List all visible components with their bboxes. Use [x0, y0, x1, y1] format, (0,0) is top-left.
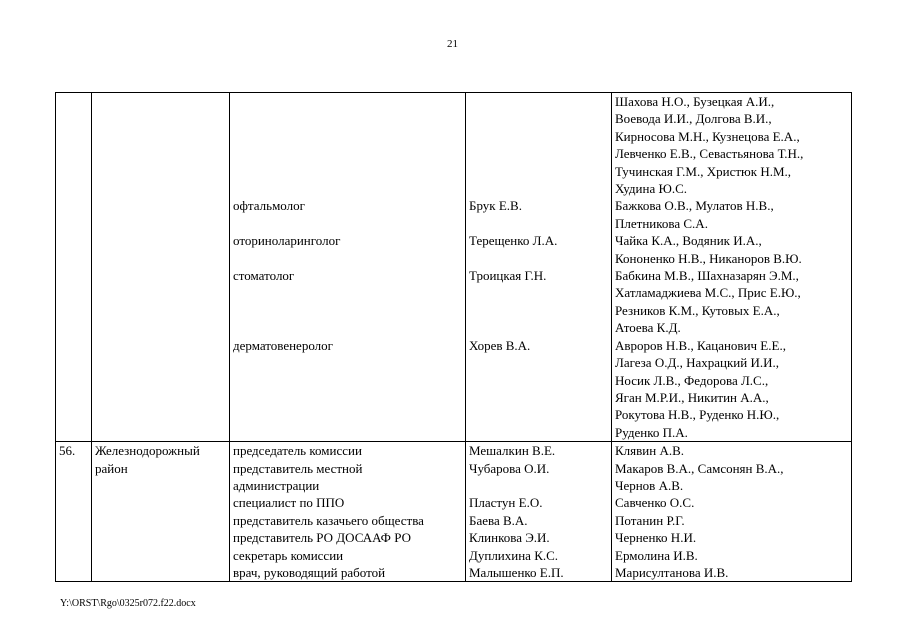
role-text: представитель местной [233, 460, 363, 476]
role-text: представитель РО ДОСААФ РО [233, 530, 411, 546]
members-cell [612, 93, 852, 442]
head-name-text: Терещенко Л.А. [469, 233, 558, 249]
row-number-cell [56, 93, 92, 442]
members-line: Рокутова Н.В., Руденко Н.Ю., [615, 407, 780, 423]
person-name: Мешалкин В.Е. [469, 443, 556, 459]
members-line: Худина Ю.С. [615, 181, 688, 197]
members-line: Чернов А.В. [615, 477, 684, 493]
members-line: Хатламаджиева М.С., Прис Е.Ю., [615, 285, 801, 301]
head-name-cell [466, 442, 612, 582]
members-line: Резников К.М., Кутовых Е.А., [615, 302, 780, 318]
role-text: врач, руководящий работой [233, 564, 386, 580]
role-cell [230, 93, 466, 442]
district-cell [92, 93, 230, 442]
role-text: офтальмолог [233, 198, 305, 214]
district-name: Железнодорожный [95, 443, 200, 459]
role-text: администрации [233, 477, 320, 493]
members-line: Ермолина И.В. [615, 547, 698, 563]
role-text: специалист по ППО [233, 495, 345, 511]
role-cell [230, 442, 466, 582]
members-line: Кононенко Н.В., Никаноров В.Ю. [615, 250, 802, 266]
members-line: Савченко О.С. [615, 495, 695, 511]
role-text: оториноларинголог [233, 233, 341, 249]
members-line: Черненко Н.И. [615, 530, 697, 546]
table-row [56, 93, 852, 442]
members-line: Бажкова О.В., Мулатов Н.В., [615, 198, 774, 214]
head-name-cell [466, 93, 612, 442]
members-line: Марисултанова И.В. [615, 564, 729, 580]
person-name: Пластун Е.О. [469, 495, 543, 511]
members-line: Воевода И.И., Долгова В.И., [615, 111, 772, 127]
row-number-cell [56, 442, 92, 582]
members-line: Плетникова С.А. [615, 215, 708, 231]
members-line: Лагеза О.Д., Нахрацкий И.И., [615, 355, 779, 371]
members-line: Клявин А.В. [615, 443, 684, 459]
role-text: секретарь комиссии [233, 547, 344, 563]
table-row [56, 442, 852, 582]
members-line: Носик Л.В., Федорова Л.С., [615, 372, 769, 388]
person-name: Чубарова О.И. [469, 460, 550, 476]
page-number: 21 [447, 38, 458, 50]
members-line: Руденко П.А. [615, 424, 688, 440]
document-path-footer: Y:\ORST\Rgo\0325r072.f22.docx [60, 598, 196, 609]
members-line: Атоева К.Д. [615, 320, 681, 336]
members-line: Потанин Р.Г. [615, 512, 685, 528]
head-name-text: Брук Е.В. [469, 198, 522, 214]
head-name-text: Хорев В.А. [469, 337, 531, 353]
role-text: председатель комиссии [233, 443, 362, 459]
person-name: Дуплихина К.С. [469, 547, 559, 563]
row-number: 56. [59, 443, 76, 459]
district-name: район [95, 460, 128, 476]
role-text: дерматовенеролог [233, 337, 333, 353]
commission-table [55, 92, 852, 582]
person-name: Баева В.А. [469, 512, 528, 528]
members-line: Тучинская Г.М., Христюк Н.М., [615, 163, 792, 179]
members-cell [612, 442, 852, 582]
members-line: Авроров Н.В., Кацанович Е.Е., [615, 337, 786, 353]
person-name: Клинкова Э.И. [469, 530, 550, 546]
members-line: Шахова Н.О., Бузецкая А.И., [615, 94, 775, 109]
role-text: стоматолог [233, 267, 295, 283]
members-line: Бабкина М.В., Шахназарян Э.М., [615, 268, 799, 284]
district-cell [92, 442, 230, 582]
role-text: представитель казачьего общества [233, 512, 424, 528]
members-line: Кирносова М.Н., Кузнецова Е.А., [615, 128, 800, 144]
head-name-text: Троицкая Г.Н. [469, 267, 547, 283]
members-line: Чайка К.А., Водяник И.А., [615, 233, 762, 249]
members-line: Левченко Е.В., Севастьянова Т.Н., [615, 146, 804, 162]
members-line: Макаров В.А., Самсонян В.А., [615, 460, 784, 476]
members-line: Яган М.Р.И., Никитин А.А., [615, 389, 769, 405]
person-name: Малышенко Е.П. [469, 564, 564, 580]
